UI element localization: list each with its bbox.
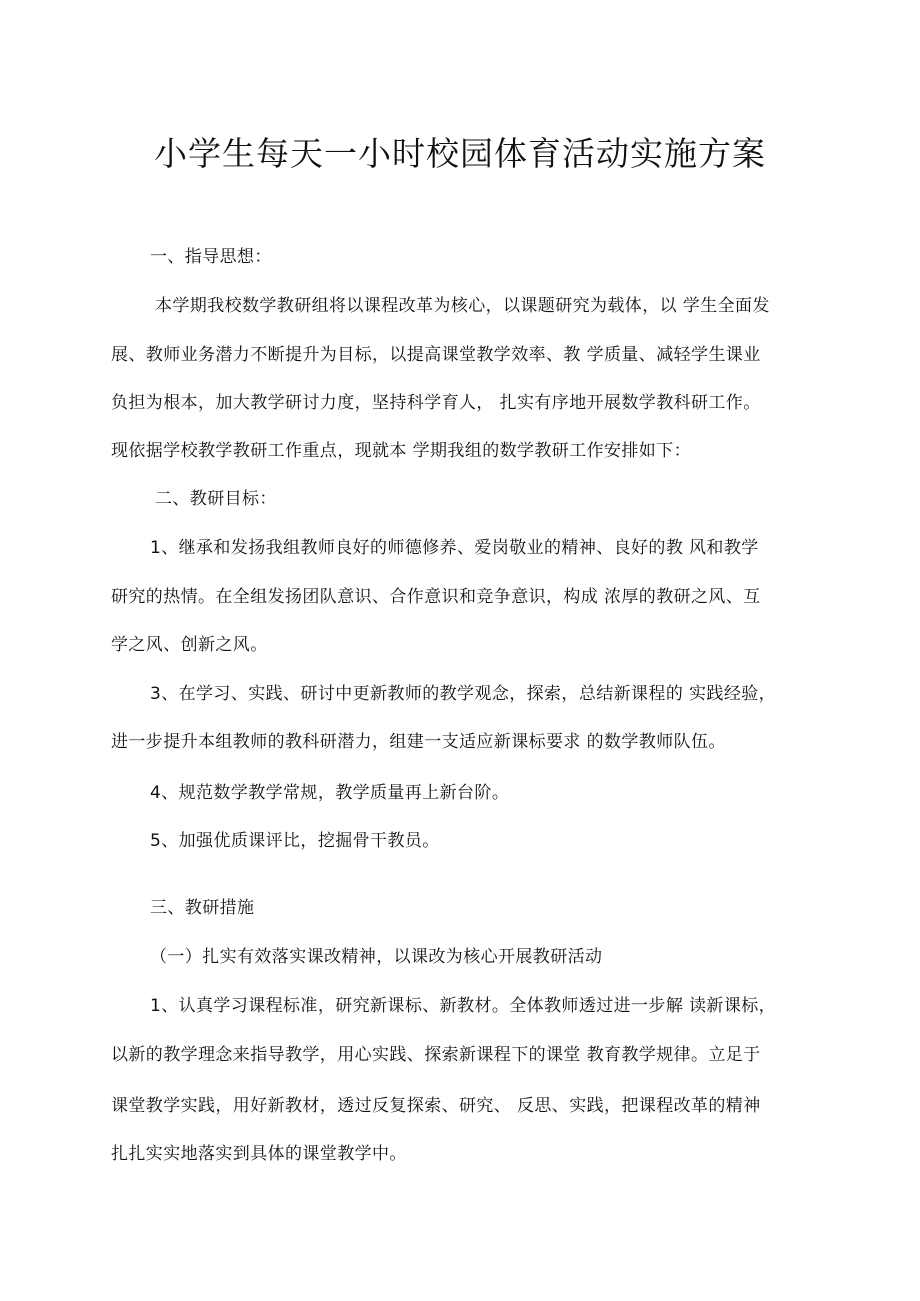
section-heading-research-measures: 三、教研措施 <box>150 898 255 918</box>
paragraph-line: 以新的教学理念来指导教学，用心实践、探索新课程下的课堂 教育教学规律。立足于 <box>111 1045 761 1065</box>
paragraph-line: 展、教师业务潜力不断提升为目标，以提高课堂教学效率、教 学质量、减轻学生课业 <box>111 345 761 365</box>
paragraph-line: 负担为根本，加大教学研讨力度，坚持科学育人， 扎实有序地开展数学教科研工作。 <box>111 393 761 413</box>
paragraph-line: 3、在学习、实践、研讨中更新教师的教学观念，探索，总结新课程的 实践经验， <box>150 684 777 704</box>
paragraph-line: 1、继承和发扬我组教师良好的师德修养、爱岗敬业的精神、良好的教 风和教学 <box>150 538 759 558</box>
document-title: 小学生每天一小时校园体育活动实施方案 <box>154 134 766 173</box>
paragraph-line: 进一步提升本组教师的教科研潜力，组建一支适应新课标要求 的数学教师队伍。 <box>111 732 726 752</box>
paragraph-line: 本学期我校数学教研组将以课程改革为核心，以课题研究为载体，以 学生全面发 <box>155 296 770 316</box>
paragraph-line: 扎扎实实地落实到具体的课堂教学中。 <box>111 1144 407 1164</box>
paragraph-line: 4、规范数学教学常规，教学质量再上新台阶。 <box>150 783 510 803</box>
paragraph-line: 5、加强优质课评比，挖掘骨干教员。 <box>150 831 440 851</box>
section-heading-guiding-ideology: 一、指导思想： <box>150 247 272 267</box>
paragraph-line: 课堂教学实践，用好新教材，透过反复探索、研究、 反思、实践，把课程改革的精神 <box>111 1096 761 1116</box>
paragraph-line: 1、认真学习课程标准，研究新课标、新教材。全体教师透过进一步解 读新课标， <box>150 996 777 1016</box>
paragraph-line: 研究的热情。在全组发扬团队意识、合作意识和竞争意识，构成 浓厚的教研之风、互 <box>111 587 761 607</box>
section-heading-research-goals: 二、教研目标： <box>155 489 277 509</box>
subsection-heading: （一）扎实有效落实课改精神，以课改为核心开展教研活动 <box>150 947 603 967</box>
paragraph-line: 现依据学校教学教研工作重点，现就本 学期我组的数学教研工作安排如下： <box>111 441 692 461</box>
paragraph-line: 学之风、创新之风。 <box>111 635 268 655</box>
